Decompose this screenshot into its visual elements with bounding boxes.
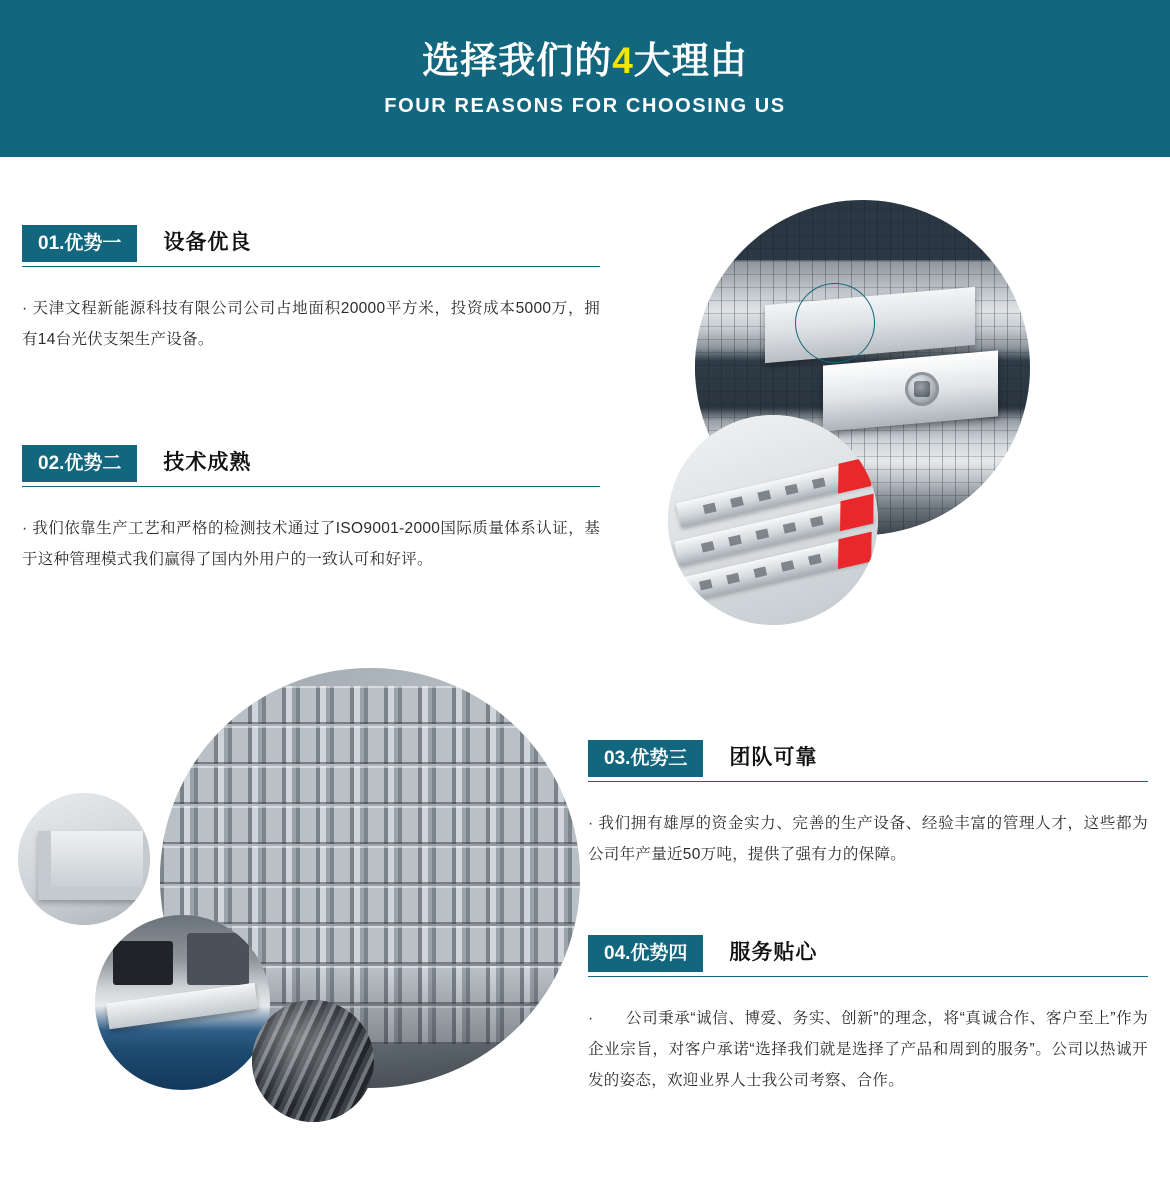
feature-badge-1: 01.优势一	[22, 225, 137, 262]
purlin-row	[160, 846, 580, 884]
feature-header-4	[588, 935, 1148, 972]
feature-title-3: 团队可靠	[729, 746, 818, 769]
machine-body-secondary	[187, 933, 249, 985]
feature-divider-2	[22, 486, 600, 487]
purlin-row	[160, 806, 580, 844]
feature-title-2: 技术成熟	[163, 451, 252, 474]
feature-title-4: 服务贴心	[729, 941, 818, 964]
feature-header-2	[22, 445, 600, 482]
c-channel-section-photo	[18, 793, 150, 925]
clamp-bolt	[905, 372, 939, 406]
feature-badge-4: 04.优势四	[588, 935, 703, 972]
steel-coils-photo	[252, 1000, 374, 1122]
feature-title-1: 设备优良	[163, 231, 252, 254]
feature-divider-1	[22, 266, 600, 267]
feature-header-1	[22, 225, 600, 262]
page-title-suffix: 大理由	[633, 39, 748, 81]
feature-divider-3	[588, 781, 1148, 782]
purlin-row	[160, 726, 580, 764]
feature-body-1: · 天津文程新能源科技有限公司公司占地面积20000平方米，投资成本5000万，拥有14台光伏支架生产设备。	[22, 300, 600, 348]
page-subtitle: FOUR REASONS FOR CHOOSING US	[384, 95, 786, 118]
decorative-ring	[795, 283, 875, 363]
feature-block-3	[588, 740, 1148, 870]
page-title-accent: 4	[612, 39, 634, 81]
workshop-machine-photo	[95, 915, 270, 1090]
red-capped-rails-photo	[668, 415, 878, 625]
feature-badge-2: 02.优势二	[22, 445, 137, 482]
feature-header-3	[588, 740, 1148, 777]
feature-body-2: · 我们依靠生产工艺和严格的检测技术通过了ISO9001-2000国际质量体系认证，基于这种管理模式我们赢得了国内外用户的一致认可和好评。	[22, 520, 600, 568]
feature-block-2	[22, 445, 600, 575]
header-banner	[0, 0, 1170, 157]
machine-body	[113, 941, 173, 985]
coils-highlight	[252, 1000, 374, 1122]
purlin-row	[160, 766, 580, 804]
feature-block-1	[22, 225, 600, 355]
feature-body-4: · 公司秉承“诚信、博爱、务实、创新”的理念，将“真诚合作、客户至上”作为企业宗旨，对客户承诺“选择我们就是选择了产品和周到的服务”。公司以热诚开发的姿态，欢迎业界人士我公司考察、合作。	[588, 1010, 1148, 1089]
page-title	[422, 39, 748, 83]
feature-body-3: · 我们拥有雄厚的资金实力、完善的生产设备、经验丰富的管理人才，这些都为公司年产量近50万吨，提供了强有力的保障。	[588, 815, 1148, 863]
c-channel-shape	[38, 831, 150, 900]
feature-divider-4	[588, 976, 1148, 977]
feature-badge-3: 03.优势三	[588, 740, 703, 777]
purlin-row	[160, 686, 580, 724]
feature-block-4	[588, 935, 1148, 1096]
page-title-prefix: 选择我们的	[422, 39, 613, 81]
